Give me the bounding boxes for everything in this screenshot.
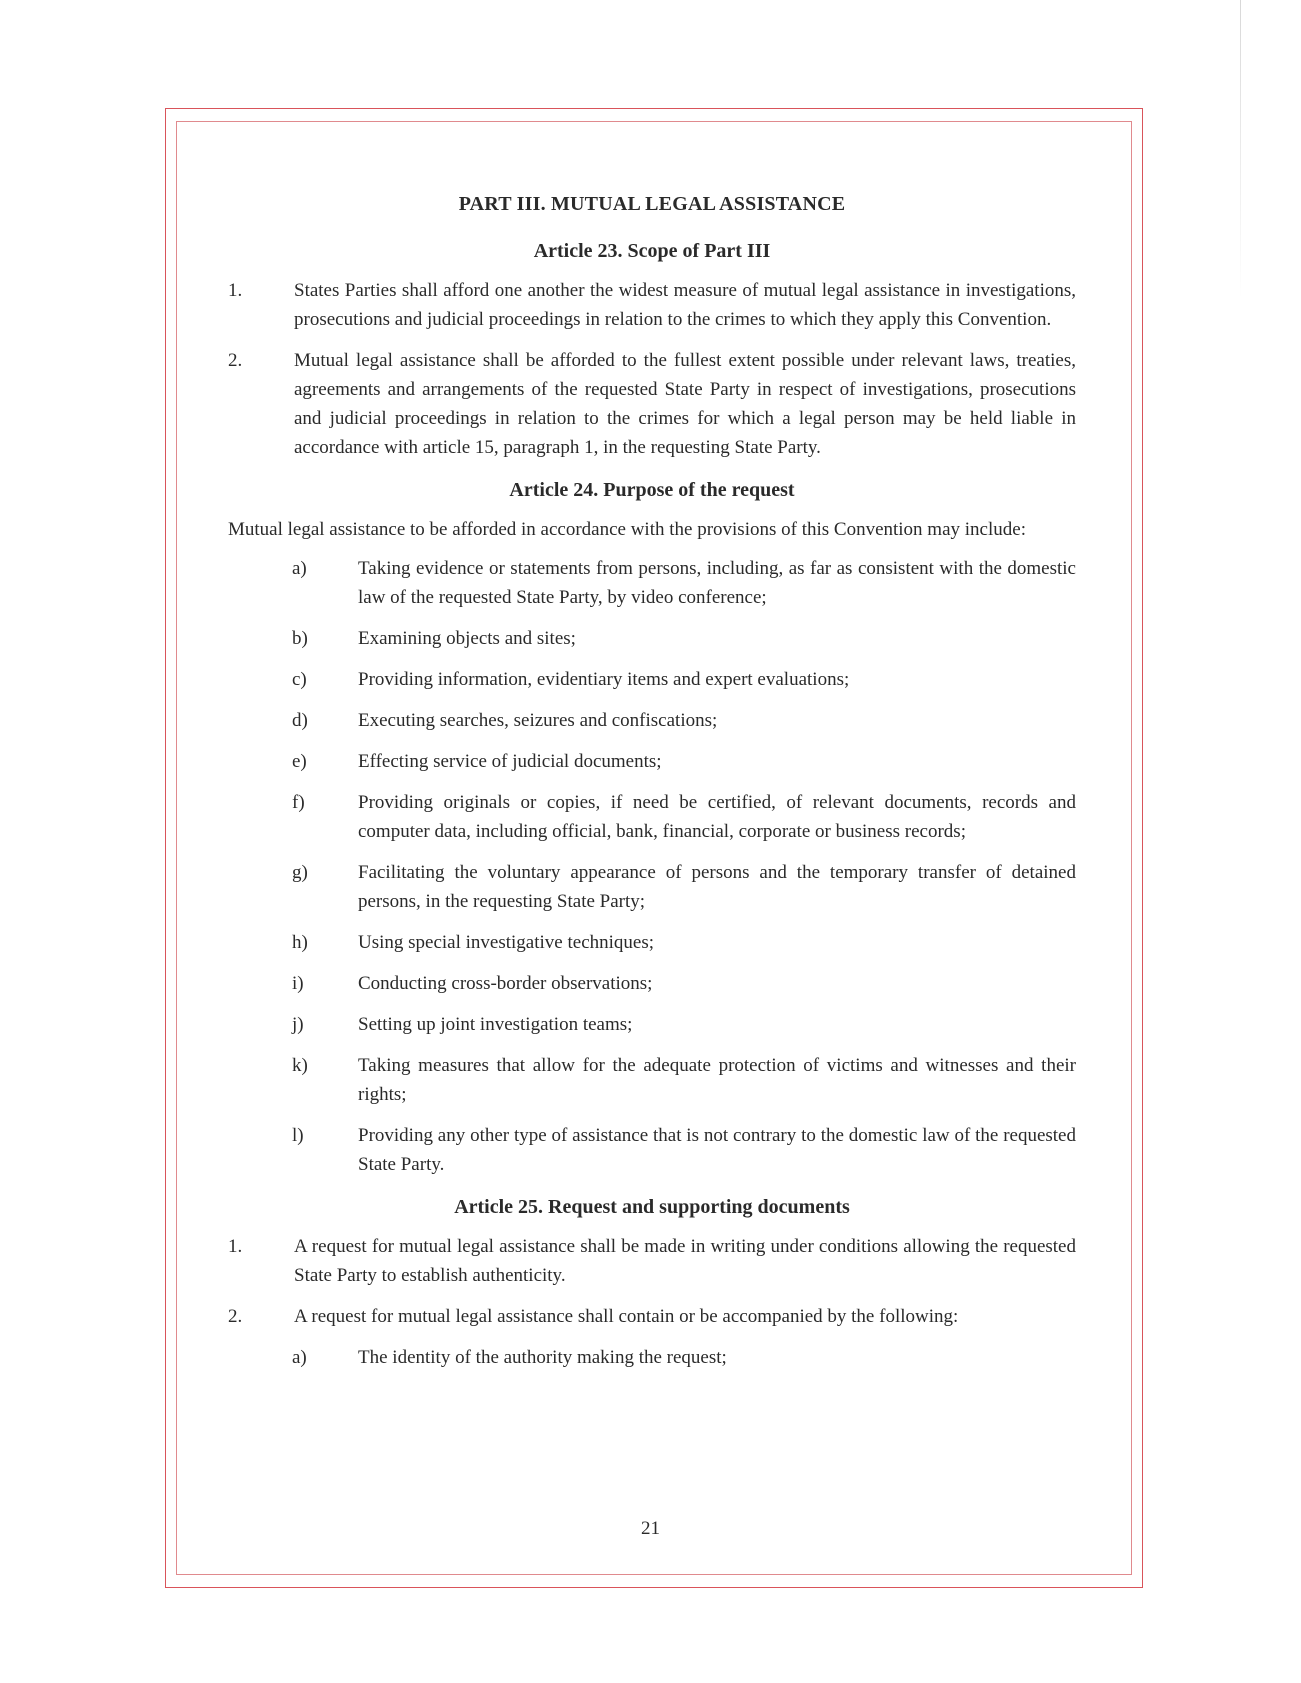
article-25-paragraph-1 (228, 1232, 1076, 1290)
item-letter: h) (292, 932, 308, 953)
list-item (292, 1051, 1076, 1109)
list-item (292, 554, 1076, 612)
list-item (292, 788, 1076, 846)
item-letter: e) (292, 751, 307, 772)
item-text: Executing searches, seizures and confiscations; (358, 710, 718, 731)
item-text: Taking evidence or statements from persons, including, as far as consistent with the domestic law of the requested State Party, by video conference; (358, 558, 1076, 608)
item-letter: i) (292, 973, 304, 994)
list-item (292, 624, 1076, 653)
item-letter: d) (292, 710, 308, 731)
paragraph-text: A request for mutual legal assistance shall be made in writing under conditions allowing the requested State Party to establish authenticity. (294, 1236, 1076, 1286)
list-item (292, 928, 1076, 957)
article-23-paragraph-2 (228, 346, 1076, 462)
paragraph-number: 1. (228, 1236, 243, 1257)
part-title: PART III. MUTUAL LEGAL ASSISTANCE (458, 193, 846, 215)
item-text: Using special investigative techniques; (358, 932, 655, 953)
article-23-title: Article 23. Scope of Part III (533, 240, 771, 262)
scan-edge-line (1240, 0, 1241, 300)
item-text: The identity of the authority making the request; (358, 1347, 727, 1368)
item-letter: g) (292, 862, 308, 883)
item-letter: c) (292, 669, 307, 690)
list-item (292, 969, 1076, 998)
list-item (292, 858, 1076, 916)
document-body (228, 190, 1076, 1384)
list-item (292, 665, 1076, 694)
item-text: Providing any other type of assistance that is not contrary to the domestic law of the requested State Party. (358, 1125, 1076, 1175)
item-text: Providing information, evidentiary items and expert evaluations; (358, 669, 850, 690)
item-letter: a) (292, 558, 307, 579)
paragraph-text: States Parties shall afford one another the widest measure of mutual legal assistance in investigations, prosecutions and judicial proceedings in relation to the crimes to which they apply this Convention. (294, 280, 1076, 330)
list-item (292, 1121, 1076, 1179)
item-text: Facilitating the voluntary appearance of persons and the temporary transfer of detained persons, in the requesting State Party; (358, 862, 1076, 912)
item-text: Taking measures that allow for the adequate protection of victims and witnesses and their rights; (358, 1055, 1076, 1105)
article-25-title: Article 25. Request and supporting documents (454, 1196, 850, 1218)
item-text: Setting up joint investigation teams; (358, 1014, 633, 1035)
item-letter: b) (292, 628, 308, 649)
paragraph-number: 1. (228, 280, 243, 301)
item-letter: f) (292, 792, 305, 813)
item-text: Conducting cross-border observations; (358, 973, 653, 994)
item-letter: a) (292, 1347, 307, 1368)
list-item (292, 747, 1076, 776)
article-24-title: Article 24. Purpose of the request (509, 479, 795, 501)
article-23-paragraph-1 (228, 276, 1076, 334)
list-item (292, 706, 1076, 735)
item-text: Effecting service of judicial documents; (358, 751, 662, 772)
article-24-intro: Mutual legal assistance to be afforded in accordance with the provisions of this Convention may include: (228, 519, 1026, 540)
item-letter: k) (292, 1055, 308, 1076)
item-letter: l) (292, 1125, 304, 1146)
item-text: Examining objects and sites; (358, 628, 576, 649)
item-letter: j) (292, 1014, 304, 1035)
page-number: 21 (641, 1518, 660, 1539)
paragraph-number: 2. (228, 350, 243, 371)
paragraph-number: 2. (228, 1306, 243, 1327)
paragraph-text: Mutual legal assistance shall be afforded to the fullest extent possible under relevant laws, treaties, agreements and arrangements of the requested State Party in respect of investigations, prosecutions and judicial proceedings in relation to the crimes for which a legal person may be held liable in accordance with article 15, paragraph 1, in the requesting State Party. (294, 350, 1076, 458)
paragraph-text: A request for mutual legal assistance shall contain or be accompanied by the following: (294, 1306, 959, 1327)
item-text: Providing originals or copies, if need be certified, of relevant documents, records and computer data, including official, bank, financial, corporate or business records; (358, 792, 1076, 842)
list-item (292, 1010, 1076, 1039)
list-item (292, 1343, 1076, 1372)
article-25-paragraph-2 (228, 1302, 1076, 1331)
